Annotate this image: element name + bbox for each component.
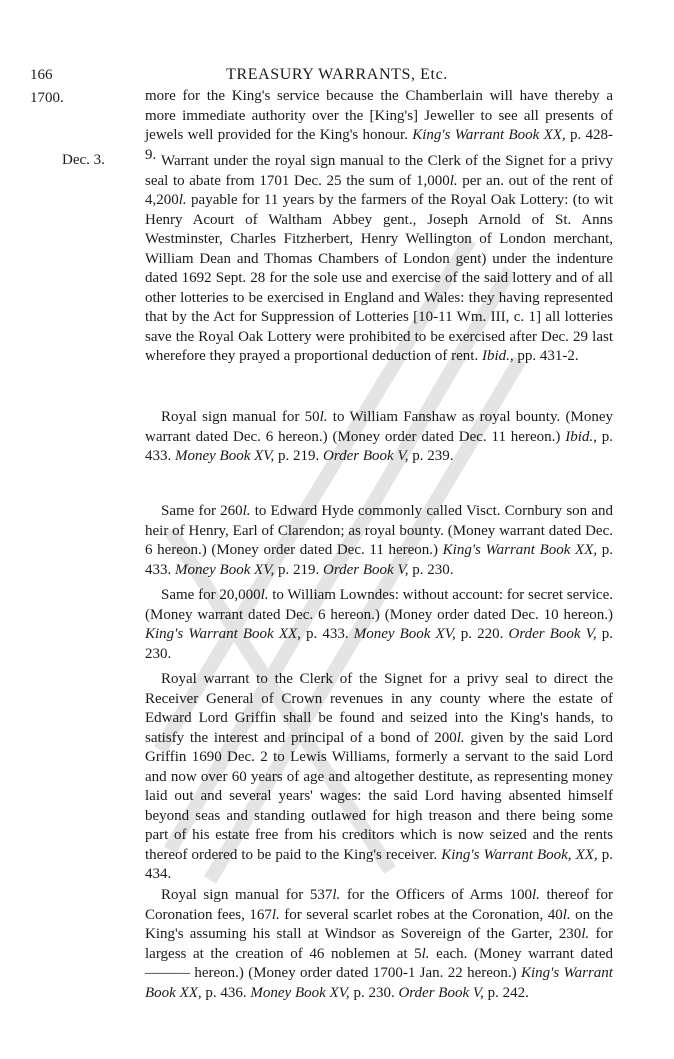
entry-text <box>145 152 613 367</box>
body-text: pp. 431-2. <box>513 348 579 364</box>
body-text: payable for 11 years by the farmers of the Royal Oak Lottery: (to wit Henry Acourt of Waltham Abbey gent., Joseph Arnold of St. Anns Westminster, Charles Fitzherbert, Henry Wellington of London merchant, William Dean and Thomas Chambers of London gent) under the indenture dated 1692 Sept. 28 for the sole use and exercise of the said lottery and of all other lotteries to be exercised in England and Wales: they having represented that by the Act for Suppression of Lotteries [10-11 Wm. III, c. 1] all lotteries save the Royal Oak Lottery were prohibited to be exercised after Dec. 29 last wherefore they prayed a proportional deduction of rent. <box>145 192 613 364</box>
citation-text: Ibid., <box>565 428 597 445</box>
citation-text: l. <box>178 192 187 208</box>
body-text: Same for 260 <box>161 503 243 519</box>
body-text: Royal sign manual for 537 <box>161 887 333 903</box>
entry-lottery-warrant <box>145 152 613 367</box>
citation-text: Money Book XV, <box>250 984 350 1001</box>
citation-text: l. <box>332 887 341 903</box>
entry-lowndes <box>145 586 613 664</box>
entry-text <box>145 670 613 885</box>
entry-date: Dec. 3. <box>62 152 105 168</box>
citation-text: Money Book XV, <box>175 448 275 464</box>
citation-text: l. <box>421 945 430 962</box>
citation-text: Order Book V, <box>323 448 409 464</box>
body-text: p. 433. <box>145 428 613 464</box>
body-text: Same for 20,000 <box>161 587 261 603</box>
citation-text: l. <box>319 409 328 425</box>
body-text: p. 219. <box>274 561 324 578</box>
body-text: to William Lowndes: without account: for secret service. (Money warrant dated Dec. 6 hereon.) (Money order dated Dec. 10 hereon.) <box>145 587 613 623</box>
citation-text: King's Warrant Book, XX, <box>441 846 598 863</box>
citation-text: l. <box>562 906 571 923</box>
citation-text: l. <box>260 587 269 603</box>
body-text: to Edward Hyde commonly called Visct. Cornbury son and heir of Henry, Earl of Clarendon; as royal bounty. (Money warrant dated Dec. 6 hereon.) (Money order dated Dec. 11 hereon.) <box>145 503 613 558</box>
citation-text: King's Warrant Book XX, <box>145 965 613 1001</box>
citation-text: King's Warrant Book XX, <box>442 542 598 558</box>
body-text: Royal sign manual for 50 <box>161 409 320 425</box>
body-text: thereof for Coronation fees, 167 <box>145 887 614 923</box>
body-text: more for the King's service because the Chamberlain will have thereby a more immediate authority over the [King's] Jeweller to see all presents of jewels well provided for the King's honour. <box>145 88 613 143</box>
entry-text <box>145 586 613 664</box>
citation-text: l. <box>581 926 590 942</box>
citation-text: l. <box>242 503 251 519</box>
citation-text: Order Book V, <box>508 626 597 642</box>
citation-text: l. <box>449 172 458 189</box>
body-text: p. 433. <box>145 542 614 578</box>
body-text: Warrant under the royal sign manual to the Clerk of the Signet for a privy seal to abate from 1701 Dec. 25 the sum of 1,000 <box>145 153 613 189</box>
citation-text: Money Book XV, <box>175 561 275 578</box>
running-head: TREASURY WARRANTS, Etc. <box>226 66 448 83</box>
body-text: given by the said Lord Griffin 1690 Dec. 2 to Lewis Williams, formerly a servant to the said Lord and now over 60 years of age and altogether destitute, as representing money laid out and several years' wages: the said Lord having absented himself beyond seas and standing outlawed for high treason and there being some part of his estate free from his creditors which is now seized and the rents thereof ordered to be paid to the King's receiver. <box>145 729 613 863</box>
citation-text: Order Book V, <box>398 984 484 1001</box>
entry-text <box>145 886 613 1003</box>
entry-text <box>145 502 613 580</box>
body-text: for several scarlet robes at the Coronation, 40 <box>279 906 563 923</box>
entry-officers-of-arms <box>145 886 613 1003</box>
citation-text: l. <box>531 887 540 903</box>
body-text: for largess at the creation of 46 noblemen at 5 <box>145 926 613 962</box>
entry-griffin <box>145 670 613 885</box>
citation-text: Order Book V, <box>323 561 409 578</box>
body-text: p. 220. <box>455 626 509 642</box>
body-text: for the Officers of Arms 100 <box>340 887 532 903</box>
citation-text: l. <box>456 729 465 746</box>
citation-text: l. <box>271 906 280 923</box>
body-text: p. 242. <box>483 984 529 1001</box>
body-text: on the King's assuming his stall at Windsor as Sovereign of the Garter, 230 <box>145 906 614 942</box>
citation-text: Ibid., <box>481 348 514 364</box>
body-text: p. 436. <box>201 984 251 1001</box>
page-year: 1700. <box>30 90 64 106</box>
citation-text: King's Warrant Book XX, <box>412 127 566 143</box>
body-text: per an. out of the rent of 4,200 <box>145 172 613 208</box>
body-text: p. 230. <box>408 561 454 578</box>
body-text: p. 230. <box>145 626 614 662</box>
body-text: Royal warrant to the Clerk of the Signet for a privy seal to direct the Receiver General of Crown revenues in any county where the estate of Edward Lord Griffin shall be found and seized into the King's hands, to satisfy the interest and principal of a bond of 200 <box>145 671 613 746</box>
body-text: p. 434. <box>145 846 613 882</box>
entry-text <box>145 408 613 467</box>
body-text: p. 433. <box>300 626 354 642</box>
citation-text: Money Book XV, <box>353 626 456 642</box>
entry-fanshaw <box>145 408 613 467</box>
body-text: to William Fanshaw as royal bounty. (Money warrant dated Dec. 6 hereon.) (Money order dated Dec. 11 hereon.) <box>145 409 613 445</box>
body-text: p. 428-9. <box>145 127 614 163</box>
body-text: p. 219. <box>274 448 324 464</box>
entry-cornbury <box>145 502 613 580</box>
body-text: p. 230. <box>349 984 399 1001</box>
body-text: each. (Money warrant dated ——— hereon.) (Money order dated 1700-1 Jan. 22 hereon.) <box>145 945 613 981</box>
page-number: 166 <box>30 67 53 83</box>
body-text: p. 239. <box>408 448 454 464</box>
citation-text: King's Warrant Book XX, <box>145 626 301 642</box>
